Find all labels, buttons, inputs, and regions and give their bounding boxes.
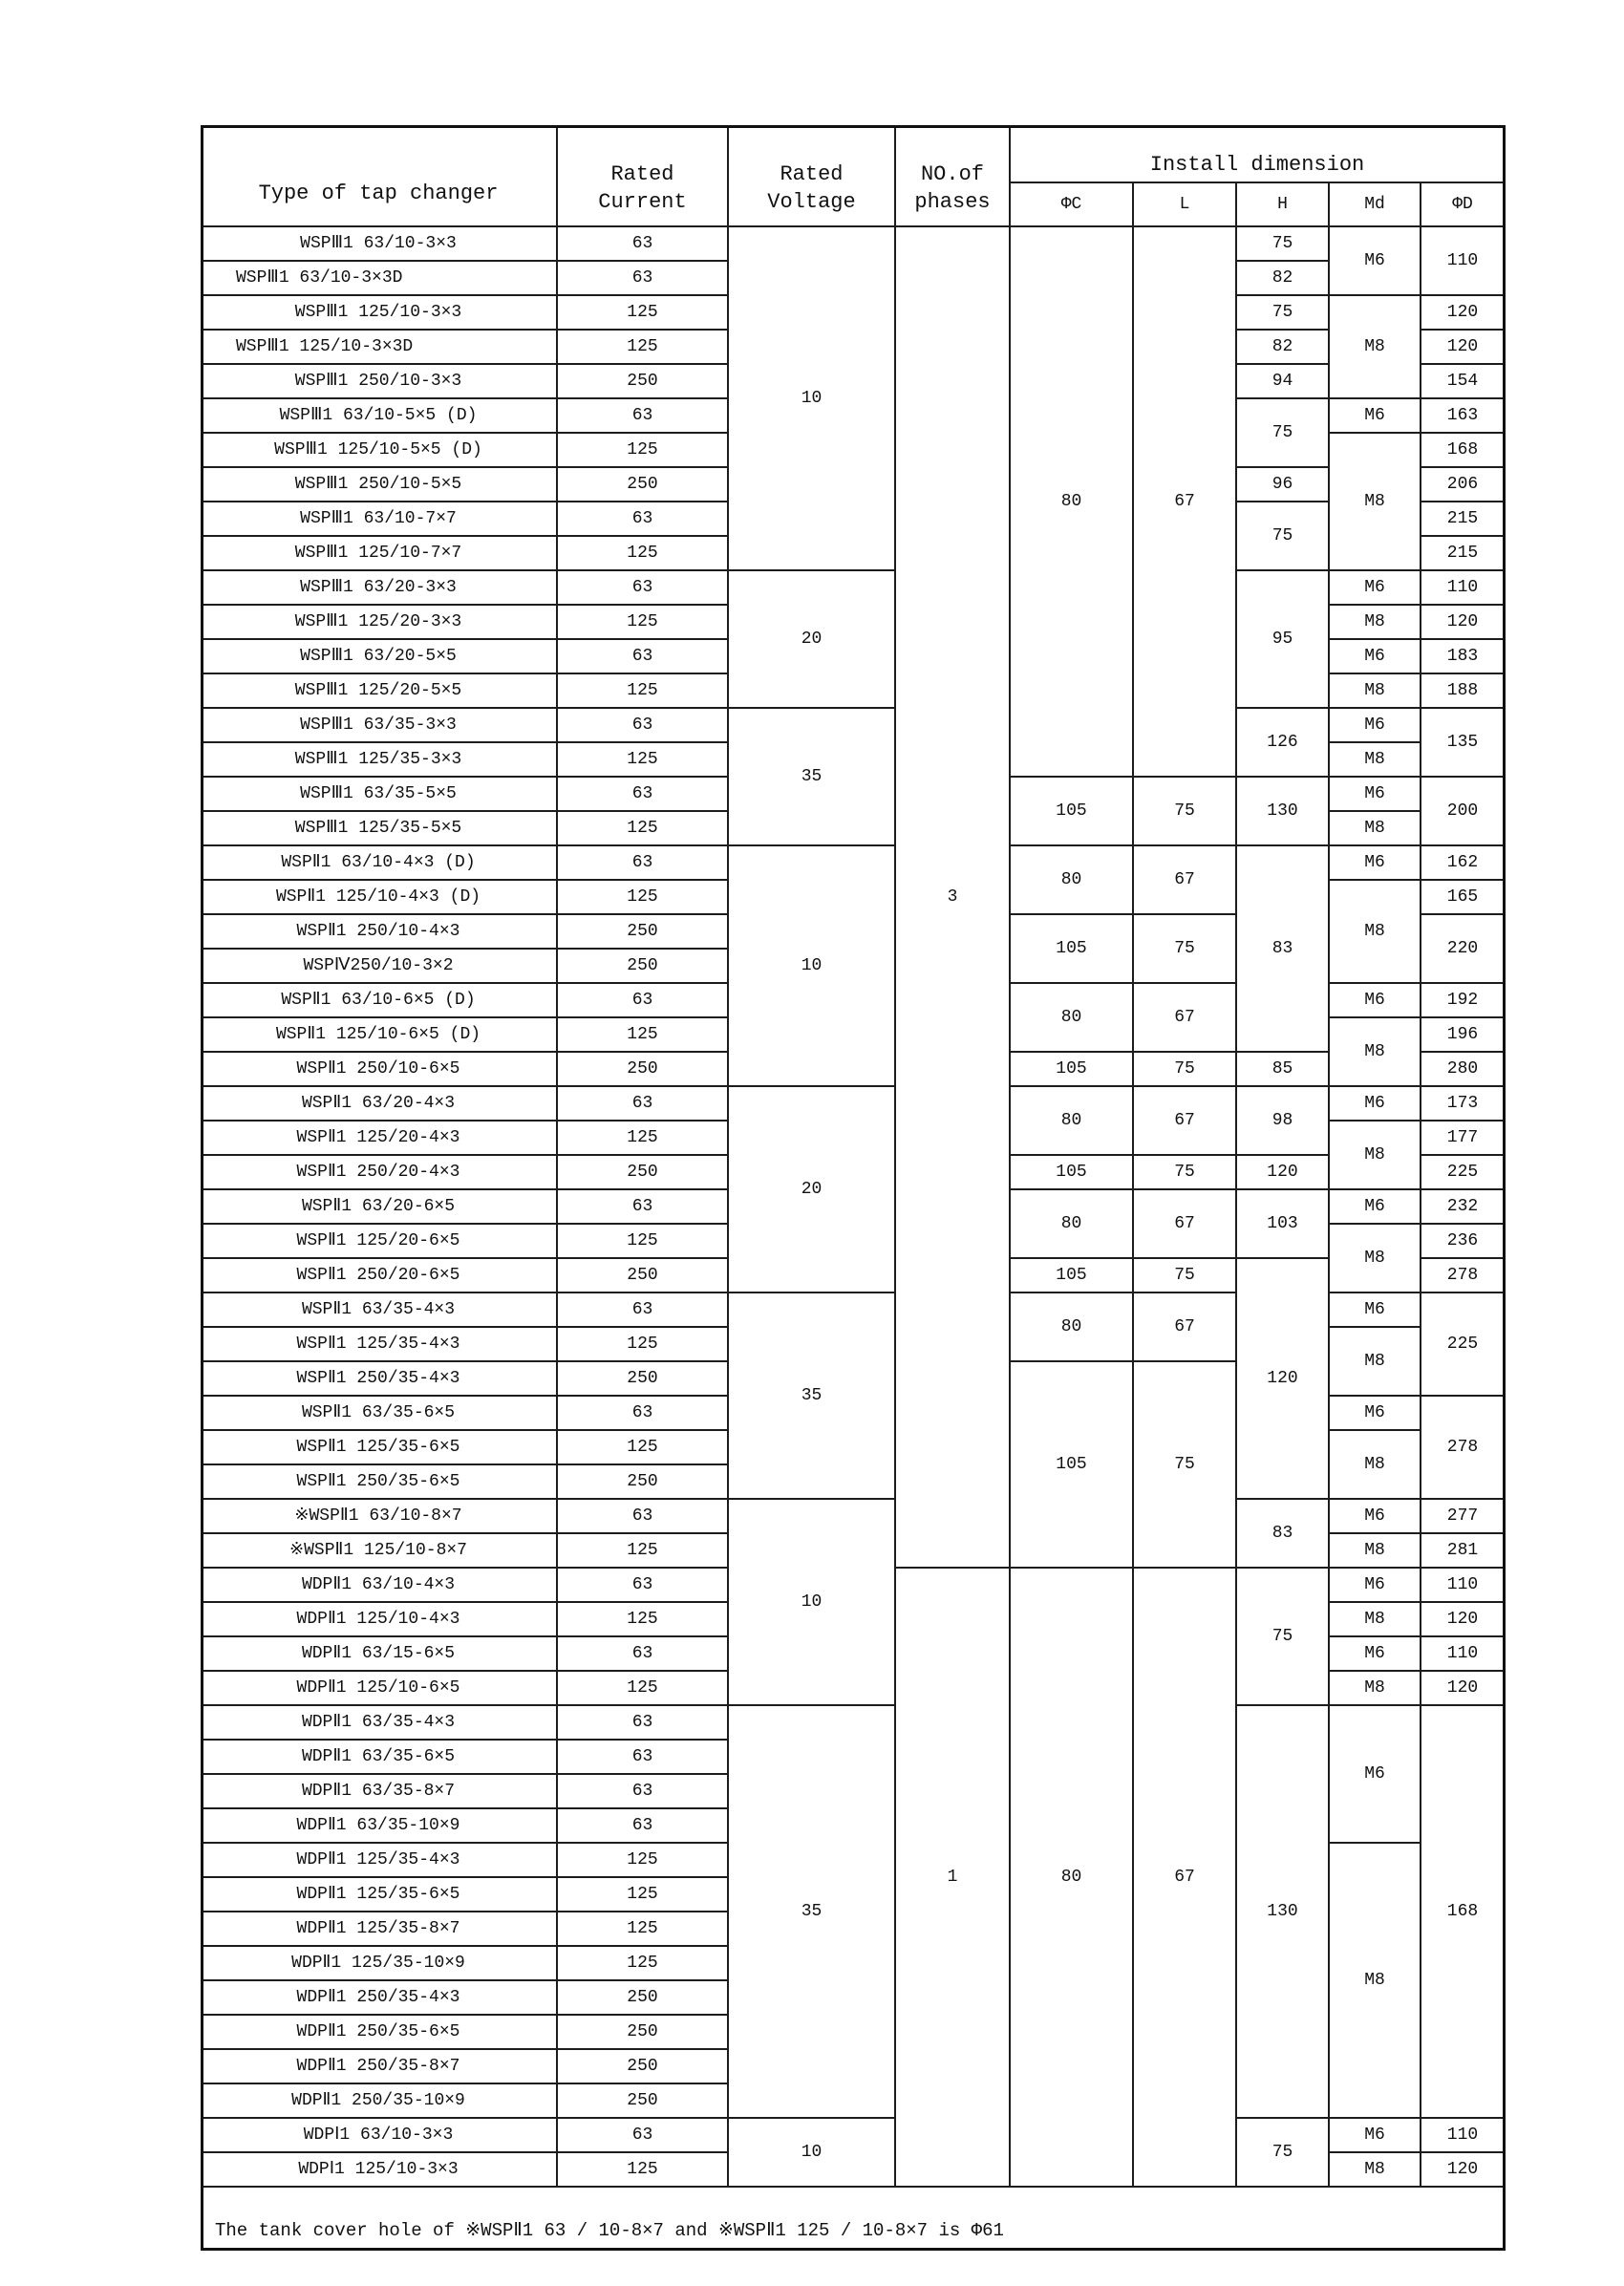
rated-current-cell: 250 <box>558 1465 729 1500</box>
phi-c-cell: 105 <box>1011 1156 1134 1190</box>
phi-c-cell: 80 <box>1011 846 1134 915</box>
md-cell: M8 <box>1330 2153 1421 2188</box>
header-rated-voltage <box>729 125 896 227</box>
phi-d-cell: 168 <box>1421 434 1506 468</box>
phi-d-cell: 225 <box>1421 1293 1506 1397</box>
rated-current-cell: 63 <box>558 262 729 296</box>
header-rated-current <box>558 125 729 227</box>
rated-current-cell: 63 <box>558 399 729 434</box>
tap-changer-type-cell: WSPⅡ1 250/20-6×5 <box>201 1259 558 1293</box>
md-cell: M6 <box>1330 846 1421 881</box>
h-cell: 103 <box>1237 1190 1330 1259</box>
rated-current-cell: 125 <box>558 1225 729 1259</box>
phi-d-cell: 162 <box>1421 846 1506 881</box>
header-install-dimension: Install dimension <box>1011 125 1506 183</box>
phi-d-cell: 236 <box>1421 1225 1506 1259</box>
rated-voltage-cell: 35 <box>729 709 896 846</box>
tap-changer-type-cell: WSPⅡ1 250/10-4×3 <box>201 915 558 950</box>
md-cell: M8 <box>1330 1431 1421 1500</box>
rated-current-cell: 125 <box>558 881 729 915</box>
phi-d-cell: 173 <box>1421 1087 1506 1122</box>
rated-current-cell: 63 <box>558 778 729 812</box>
header-rated-current-line-1: Rated <box>610 162 674 186</box>
tap-changer-type-cell: WSPⅡ1 250/35-4×3 <box>201 1362 558 1397</box>
phi-d-cell: 168 <box>1421 1706 1506 2119</box>
tap-changer-type-cell: WSPⅡ1 63/20-6×5 <box>201 1190 558 1225</box>
l-cell: 75 <box>1134 1362 1237 1569</box>
rated-current-cell: 125 <box>558 743 729 778</box>
md-cell: M8 <box>1330 1672 1421 1706</box>
tap-changer-type-cell: WSPⅡ1 63/35-6×5 <box>201 1397 558 1431</box>
tap-changer-type-cell: WSPⅢ1 125/10-3×3 <box>201 296 558 331</box>
tap-changer-type-cell: WSPⅡ1 63/20-4×3 <box>201 1087 558 1122</box>
phi-d-cell: 120 <box>1421 2153 1506 2188</box>
tap-changer-type-cell: WSPⅡ1 125/35-4×3 <box>201 1328 558 1362</box>
header-phi-d: ΦD <box>1421 183 1506 227</box>
tap-changer-type-cell: WSPⅡ1 63/35-4×3 <box>201 1293 558 1328</box>
tap-changer-type-cell: WSPⅢ1 125/35-5×5 <box>201 812 558 846</box>
phi-c-cell: 105 <box>1011 1362 1134 1569</box>
tap-changer-type-cell: WSPⅣ250/10-3×2 <box>201 950 558 984</box>
phi-d-cell: 135 <box>1421 709 1506 778</box>
phi-d-cell: 183 <box>1421 640 1506 674</box>
h-cell: 83 <box>1237 846 1330 1053</box>
tap-changer-type-cell: WSPⅡ1 125/35-6×5 <box>201 1431 558 1465</box>
tap-changer-type-cell: WDPⅠ1 125/10-3×3 <box>201 2153 558 2188</box>
h-cell: 75 <box>1237 1569 1330 1706</box>
phi-d-cell: 163 <box>1421 399 1506 434</box>
rated-current-cell: 250 <box>558 1259 729 1293</box>
rated-current-cell: 125 <box>558 812 729 846</box>
md-cell: M6 <box>1330 1637 1421 1672</box>
md-cell: M6 <box>1330 1397 1421 1431</box>
phi-d-cell: 110 <box>1421 227 1506 296</box>
rated-current-cell: 63 <box>558 1775 729 1809</box>
phi-d-cell: 188 <box>1421 674 1506 709</box>
l-cell: 75 <box>1134 915 1237 984</box>
rated-current-cell: 250 <box>558 1362 729 1397</box>
rated-current-cell: 63 <box>558 1293 729 1328</box>
rated-current-cell: 250 <box>558 468 729 502</box>
h-cell: 120 <box>1237 1156 1330 1190</box>
l-cell: 67 <box>1134 846 1237 915</box>
rated-current-cell: 250 <box>558 1156 729 1190</box>
phi-d-cell: 110 <box>1421 2119 1506 2153</box>
md-cell: M6 <box>1330 571 1421 606</box>
phi-c-cell: 80 <box>1011 227 1134 778</box>
phi-d-cell: 120 <box>1421 1603 1506 1637</box>
rated-current-cell: 63 <box>558 984 729 1018</box>
md-cell: M6 <box>1330 1087 1421 1122</box>
rated-current-cell: 63 <box>558 846 729 881</box>
rated-current-cell: 63 <box>558 1637 729 1672</box>
phi-d-cell: 120 <box>1421 606 1506 640</box>
phi-d-cell: 281 <box>1421 1534 1506 1569</box>
tap-changer-type-cell: WSPⅡ1 63/10-6×5 (D) <box>201 984 558 1018</box>
header-md: Md <box>1330 183 1421 227</box>
h-cell: 130 <box>1237 1706 1330 2119</box>
rated-current-cell: 63 <box>558 1190 729 1225</box>
phi-c-cell: 105 <box>1011 1259 1134 1293</box>
tap-changer-type-cell: WSPⅢ1 125/35-3×3 <box>201 743 558 778</box>
rated-current-cell: 125 <box>558 1672 729 1706</box>
tap-changer-type-cell: WSPⅢ1 125/10-3×3D <box>201 331 558 365</box>
tap-changer-type-cell: WSPⅡ1 125/20-4×3 <box>201 1122 558 1156</box>
rated-current-cell: 125 <box>558 1878 729 1912</box>
header-rated-voltage-line-2: Voltage <box>767 190 856 214</box>
tap-changer-type-cell: WSPⅢ1 125/20-5×5 <box>201 674 558 709</box>
rated-current-cell: 63 <box>558 640 729 674</box>
phi-d-cell: 220 <box>1421 915 1506 984</box>
phi-c-cell: 80 <box>1011 1569 1134 2188</box>
tap-changer-type-cell: WDPⅡ1 63/15-6×5 <box>201 1637 558 1672</box>
l-cell: 75 <box>1134 1156 1237 1190</box>
phi-c-cell: 80 <box>1011 984 1134 1053</box>
md-cell: M8 <box>1330 434 1421 571</box>
phi-d-cell: 215 <box>1421 537 1506 571</box>
rated-voltage-cell: 10 <box>729 227 896 571</box>
tap-changer-type-cell: WSPⅢ1 250/10-5×5 <box>201 468 558 502</box>
md-cell: M8 <box>1330 296 1421 399</box>
rated-voltage-cell: 35 <box>729 1706 896 2119</box>
rated-current-cell: 250 <box>558 2016 729 2050</box>
phi-d-cell: 215 <box>1421 502 1506 537</box>
h-cell: 126 <box>1237 709 1330 778</box>
tap-changer-type-cell: WSPⅢ1 125/10-7×7 <box>201 537 558 571</box>
md-cell: M6 <box>1330 1190 1421 1225</box>
phi-d-cell: 110 <box>1421 571 1506 606</box>
rated-current-cell: 125 <box>558 1534 729 1569</box>
rated-current-cell: 125 <box>558 331 729 365</box>
rated-current-cell: 63 <box>558 227 729 262</box>
md-cell: M6 <box>1330 399 1421 434</box>
rated-current-cell: 125 <box>558 1018 729 1053</box>
rated-current-cell: 125 <box>558 1122 729 1156</box>
tap-changer-type-cell: WDPⅡ1 63/35-4×3 <box>201 1706 558 1741</box>
h-cell: 83 <box>1237 1500 1330 1569</box>
tap-changer-type-cell: WSPⅢ1 63/10-3×3 <box>201 227 558 262</box>
h-cell: 75 <box>1237 399 1330 468</box>
md-cell: M8 <box>1330 1122 1421 1190</box>
no-of-phases-cell: 3 <box>896 227 1011 1569</box>
phi-d-cell: 225 <box>1421 1156 1506 1190</box>
phi-d-cell: 110 <box>1421 1637 1506 1672</box>
rated-current-cell: 250 <box>558 365 729 399</box>
rated-current-cell: 63 <box>558 502 729 537</box>
md-cell: M8 <box>1330 881 1421 984</box>
h-cell: 75 <box>1237 296 1330 331</box>
rated-current-cell: 125 <box>558 2153 729 2188</box>
phi-c-cell: 80 <box>1011 1190 1134 1259</box>
tap-changer-type-cell: WDPⅡ1 125/35-6×5 <box>201 1878 558 1912</box>
rated-current-cell: 63 <box>558 709 729 743</box>
tap-changer-type-cell: ※WSPⅡ1 125/10-8×7 <box>201 1534 558 1569</box>
footnote: The tank cover hole of ※WSPⅡ1 63 / 10-8×7 and ※WSPⅡ1 125 / 10-8×7 is Φ61 <box>201 2188 1506 2251</box>
phi-c-cell: 80 <box>1011 1087 1134 1156</box>
h-cell: 75 <box>1237 2119 1330 2188</box>
tap-changer-type-cell: WSPⅡ1 125/20-6×5 <box>201 1225 558 1259</box>
md-cell: M8 <box>1330 812 1421 846</box>
tap-changer-type-cell: WDPⅡ1 125/35-4×3 <box>201 1844 558 1878</box>
tap-changer-type-cell: WDPⅡ1 63/35-6×5 <box>201 1741 558 1775</box>
l-cell: 67 <box>1134 1569 1237 2188</box>
phi-c-cell: 80 <box>1011 1293 1134 1362</box>
header-rated-voltage-line-1: Rated <box>780 162 844 186</box>
rated-current-cell: 63 <box>558 1809 729 1844</box>
l-cell: 67 <box>1134 1087 1237 1156</box>
phi-d-cell: 277 <box>1421 1500 1506 1534</box>
tap-changer-type-cell: WSPⅢ1 63/10-3×3D <box>201 262 558 296</box>
header-type-of-tap-changer: Type of tap changer <box>201 125 558 227</box>
phi-d-cell: 278 <box>1421 1259 1506 1293</box>
phi-d-cell: 120 <box>1421 296 1506 331</box>
rated-current-cell: 250 <box>558 2084 729 2119</box>
phi-d-cell: 165 <box>1421 881 1506 915</box>
md-cell: M6 <box>1330 1500 1421 1534</box>
tap-changer-type-cell: WSPⅡ1 125/10-6×5 (D) <box>201 1018 558 1053</box>
phi-c-cell: 105 <box>1011 915 1134 984</box>
rated-current-cell: 125 <box>558 1431 729 1465</box>
h-cell: 120 <box>1237 1259 1330 1500</box>
l-cell: 75 <box>1134 1053 1237 1087</box>
md-cell: M6 <box>1330 1293 1421 1328</box>
md-cell: M8 <box>1330 1534 1421 1569</box>
l-cell: 67 <box>1134 227 1237 778</box>
l-cell: 67 <box>1134 1190 1237 1259</box>
header-h: H <box>1237 183 1330 227</box>
tap-changer-type-cell: WSPⅢ1 63/10-7×7 <box>201 502 558 537</box>
tap-changer-type-cell: WSPⅢ1 125/20-3×3 <box>201 606 558 640</box>
h-cell: 75 <box>1237 227 1330 262</box>
phi-d-cell: 120 <box>1421 331 1506 365</box>
tap-changer-type-cell: WDPⅡ1 250/35-4×3 <box>201 1981 558 2016</box>
header-l: L <box>1134 183 1237 227</box>
phi-c-cell: 105 <box>1011 1053 1134 1087</box>
md-cell: M8 <box>1330 1844 1421 2119</box>
md-cell: M8 <box>1330 1018 1421 1087</box>
rated-current-cell: 63 <box>558 2119 729 2153</box>
rated-voltage-cell: 10 <box>729 1500 896 1706</box>
tap-changer-type-cell: WDPⅡ1 250/35-10×9 <box>201 2084 558 2119</box>
md-cell: M6 <box>1330 640 1421 674</box>
phi-c-cell: 105 <box>1011 778 1134 846</box>
rated-current-cell: 250 <box>558 2050 729 2084</box>
h-cell: 98 <box>1237 1087 1330 1156</box>
no-of-phases-cell: 1 <box>896 1569 1011 2188</box>
md-cell: M6 <box>1330 227 1421 296</box>
tap-changer-type-cell: WDPⅡ1 125/35-10×9 <box>201 1947 558 1981</box>
tap-changer-type-cell: WSPⅡ1 250/35-6×5 <box>201 1465 558 1500</box>
rated-current-cell: 125 <box>558 296 729 331</box>
header-no-of-phases-line-2: phases <box>914 190 991 214</box>
tap-changer-type-cell: WDPⅡ1 63/35-8×7 <box>201 1775 558 1809</box>
rated-current-cell: 125 <box>558 1947 729 1981</box>
md-cell: M6 <box>1330 1569 1421 1603</box>
h-cell: 75 <box>1237 502 1330 571</box>
md-cell: M6 <box>1330 984 1421 1018</box>
spec-table <box>201 125 1506 2251</box>
rated-current-cell: 125 <box>558 1844 729 1878</box>
rated-current-cell: 125 <box>558 1912 729 1947</box>
tap-changer-type-cell: WDPⅡ1 125/10-6×5 <box>201 1672 558 1706</box>
l-cell: 75 <box>1134 1259 1237 1293</box>
phi-d-cell: 196 <box>1421 1018 1506 1053</box>
md-cell: M8 <box>1330 606 1421 640</box>
phi-d-cell: 200 <box>1421 778 1506 846</box>
rated-current-cell: 63 <box>558 1087 729 1122</box>
md-cell: M8 <box>1330 1328 1421 1397</box>
rated-current-cell: 125 <box>558 606 729 640</box>
phi-d-cell: 206 <box>1421 468 1506 502</box>
md-cell: M6 <box>1330 1706 1421 1844</box>
tap-changer-type-cell: WSPⅢ1 63/20-5×5 <box>201 640 558 674</box>
h-cell: 82 <box>1237 262 1330 296</box>
md-cell: M8 <box>1330 743 1421 778</box>
tap-changer-type-cell: WDPⅡ1 250/35-8×7 <box>201 2050 558 2084</box>
h-cell: 94 <box>1237 365 1330 399</box>
md-cell: M6 <box>1330 2119 1421 2153</box>
rated-voltage-cell: 10 <box>729 2119 896 2188</box>
rated-current-cell: 250 <box>558 915 729 950</box>
tap-changer-type-cell: WSPⅡ1 125/10-4×3 (D) <box>201 881 558 915</box>
header-no-of-phases <box>896 125 1011 227</box>
tap-changer-type-cell: WDPⅡ1 250/35-6×5 <box>201 2016 558 2050</box>
rated-current-cell: 250 <box>558 1053 729 1087</box>
tap-changer-type-cell: WSPⅢ1 63/20-3×3 <box>201 571 558 606</box>
tap-changer-type-cell: WDPⅡ1 125/35-8×7 <box>201 1912 558 1947</box>
l-cell: 67 <box>1134 984 1237 1053</box>
rated-current-cell: 63 <box>558 571 729 606</box>
header-phi-c: ΦC <box>1011 183 1134 227</box>
md-cell: M8 <box>1330 1603 1421 1637</box>
tap-changer-type-cell: WSPⅡ1 63/10-4×3 (D) <box>201 846 558 881</box>
rated-current-cell: 125 <box>558 537 729 571</box>
h-cell: 82 <box>1237 331 1330 365</box>
rated-current-cell: 63 <box>558 1569 729 1603</box>
rated-voltage-cell: 10 <box>729 846 896 1087</box>
rated-current-cell: 63 <box>558 1741 729 1775</box>
h-cell: 85 <box>1237 1053 1330 1087</box>
rated-current-cell: 63 <box>558 1397 729 1431</box>
tap-changer-type-cell: ※WSPⅡ1 63/10-8×7 <box>201 1500 558 1534</box>
phi-d-cell: 278 <box>1421 1397 1506 1500</box>
tap-changer-type-cell: WDPⅡ1 63/35-10×9 <box>201 1809 558 1844</box>
tap-changer-type-cell: WSPⅢ1 63/10-5×5 (D) <box>201 399 558 434</box>
tap-changer-type-cell: WDPⅡ1 125/10-4×3 <box>201 1603 558 1637</box>
tap-changer-type-cell: WSPⅢ1 125/10-5×5 (D) <box>201 434 558 468</box>
l-cell: 75 <box>1134 778 1237 846</box>
tap-changer-type-cell: WSPⅢ1 63/35-5×5 <box>201 778 558 812</box>
header-rated-current-line-2: Current <box>598 190 687 214</box>
rated-voltage-cell: 35 <box>729 1293 896 1500</box>
h-cell: 95 <box>1237 571 1330 709</box>
rated-current-cell: 63 <box>558 1500 729 1534</box>
phi-d-cell: 280 <box>1421 1053 1506 1087</box>
h-cell: 130 <box>1237 778 1330 846</box>
rated-current-cell: 125 <box>558 434 729 468</box>
phi-d-cell: 120 <box>1421 1672 1506 1706</box>
rated-voltage-cell: 20 <box>729 571 896 709</box>
tap-changer-type-cell: WDPⅡ1 63/10-4×3 <box>201 1569 558 1603</box>
rated-current-cell: 250 <box>558 950 729 984</box>
tap-changer-type-cell: WSPⅡ1 250/20-4×3 <box>201 1156 558 1190</box>
phi-d-cell: 177 <box>1421 1122 1506 1156</box>
md-cell: M8 <box>1330 1225 1421 1293</box>
md-cell: M6 <box>1330 709 1421 743</box>
phi-d-cell: 192 <box>1421 984 1506 1018</box>
rated-current-cell: 250 <box>558 1981 729 2016</box>
tap-changer-type-cell: WSPⅢ1 250/10-3×3 <box>201 365 558 399</box>
md-cell: M6 <box>1330 778 1421 812</box>
h-cell: 96 <box>1237 468 1330 502</box>
rated-voltage-cell: 20 <box>729 1087 896 1293</box>
header-no-of-phases-line-1: NO.of <box>920 162 984 186</box>
tap-changer-type-cell: WDPⅠ1 63/10-3×3 <box>201 2119 558 2153</box>
rated-current-cell: 125 <box>558 1603 729 1637</box>
phi-d-cell: 110 <box>1421 1569 1506 1603</box>
rated-current-cell: 63 <box>558 1706 729 1741</box>
phi-d-cell: 154 <box>1421 365 1506 399</box>
md-cell: M8 <box>1330 674 1421 709</box>
tap-changer-type-cell: WSPⅡ1 250/10-6×5 <box>201 1053 558 1087</box>
tap-changer-type-cell: WSPⅢ1 63/35-3×3 <box>201 709 558 743</box>
rated-current-cell: 125 <box>558 1328 729 1362</box>
rated-current-cell: 125 <box>558 674 729 709</box>
l-cell: 67 <box>1134 1293 1237 1362</box>
phi-d-cell: 232 <box>1421 1190 1506 1225</box>
